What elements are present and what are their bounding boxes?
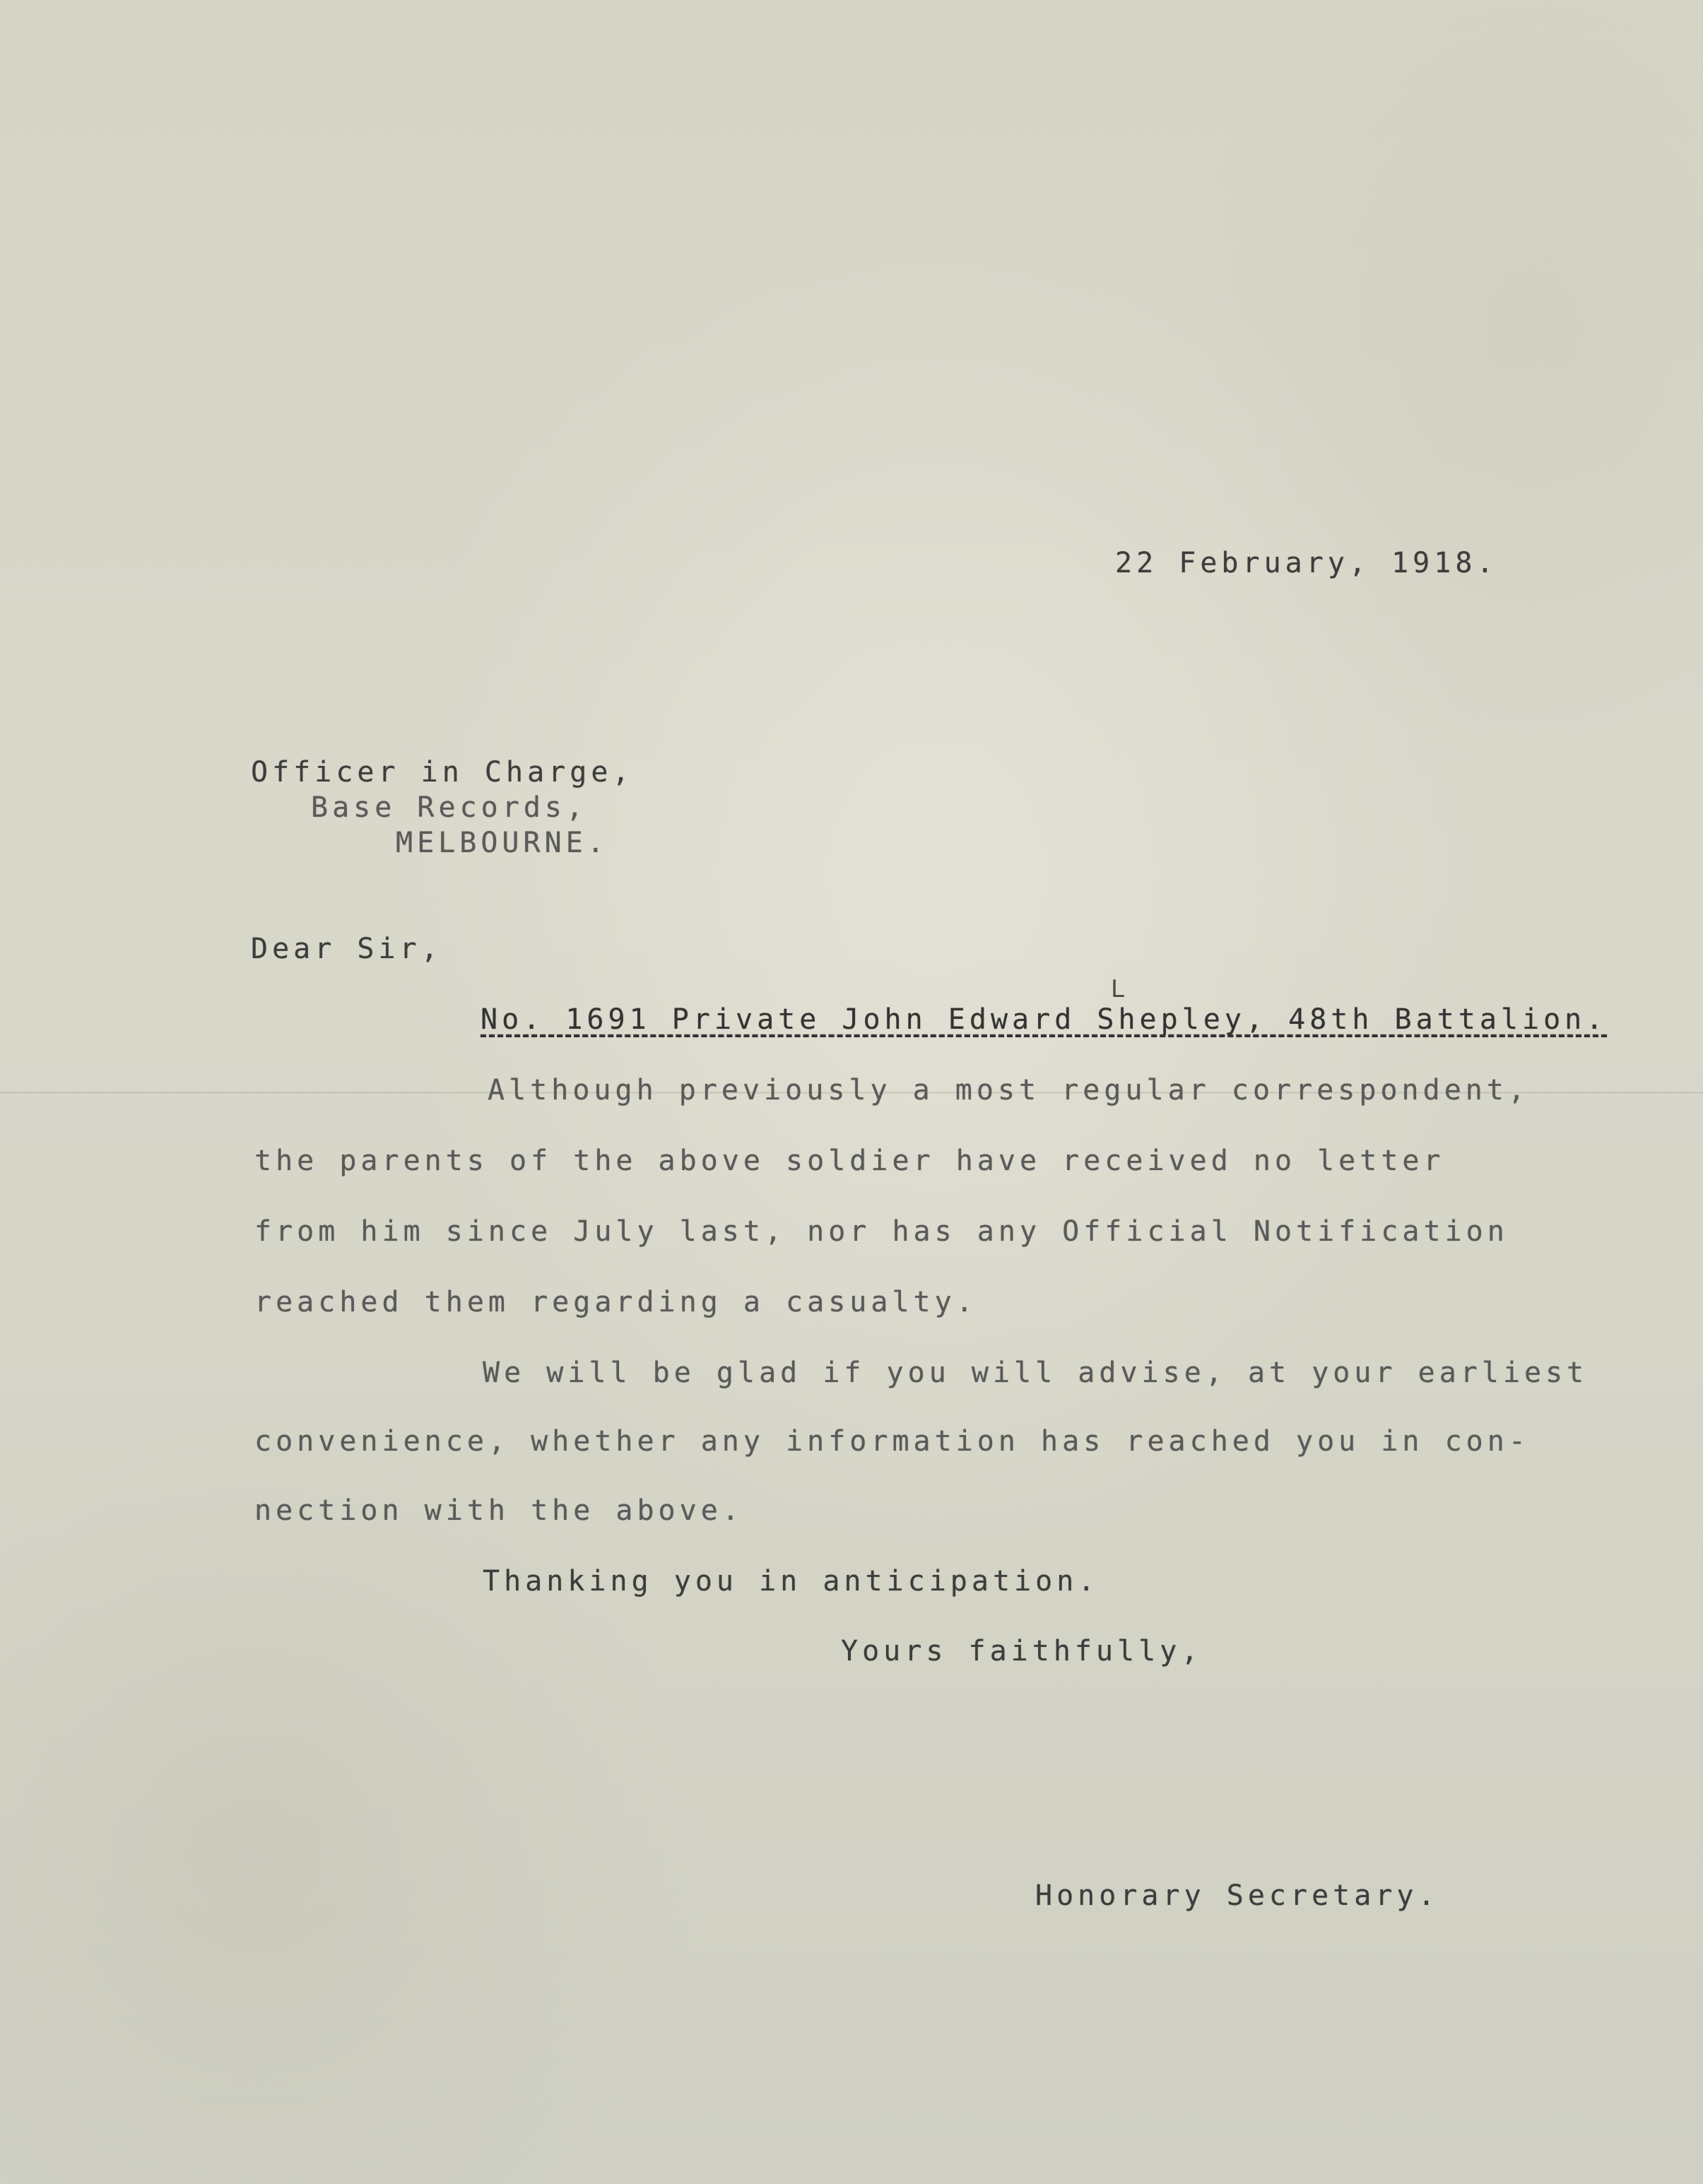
- paragraph1-line-1: Although previously a most regular correspondent,: [488, 1074, 1530, 1106]
- closing-thanks: Thanking you in anticipation.: [483, 1565, 1100, 1598]
- paragraph2-line-2: convenience, whether any information has reached you in con-: [254, 1425, 1530, 1458]
- paragraph2-line-3: nection with the above.: [254, 1494, 743, 1527]
- signatory: Honorary Secretary.: [1035, 1879, 1439, 1912]
- recipient-line-2: Base Records,: [311, 791, 588, 824]
- recipient-line-3: MELBOURNE.: [396, 827, 608, 859]
- paragraph1-line-2: the parents of the above soldier have received no letter: [254, 1145, 1445, 1177]
- paragraph1-line-3: from him since July last, nor has any Official Notification: [254, 1215, 1509, 1248]
- salutation: Dear Sir,: [251, 933, 442, 965]
- paragraph2-line-1: We will be glad if you will advise, at your earliest: [483, 1357, 1589, 1389]
- subject-line: No. 1691 Private John Edward Shepley, 48th Battalion.: [481, 1003, 1608, 1036]
- closing-yours: Yours faithfully,: [841, 1635, 1203, 1667]
- handwritten-correction: L: [1111, 975, 1124, 1003]
- paragraph1-line-4: reached them regarding a casualty.: [254, 1286, 977, 1318]
- recipient-line-1: Officer in Charge,: [251, 756, 634, 789]
- letter-date: 22 February, 1918.: [1115, 547, 1498, 579]
